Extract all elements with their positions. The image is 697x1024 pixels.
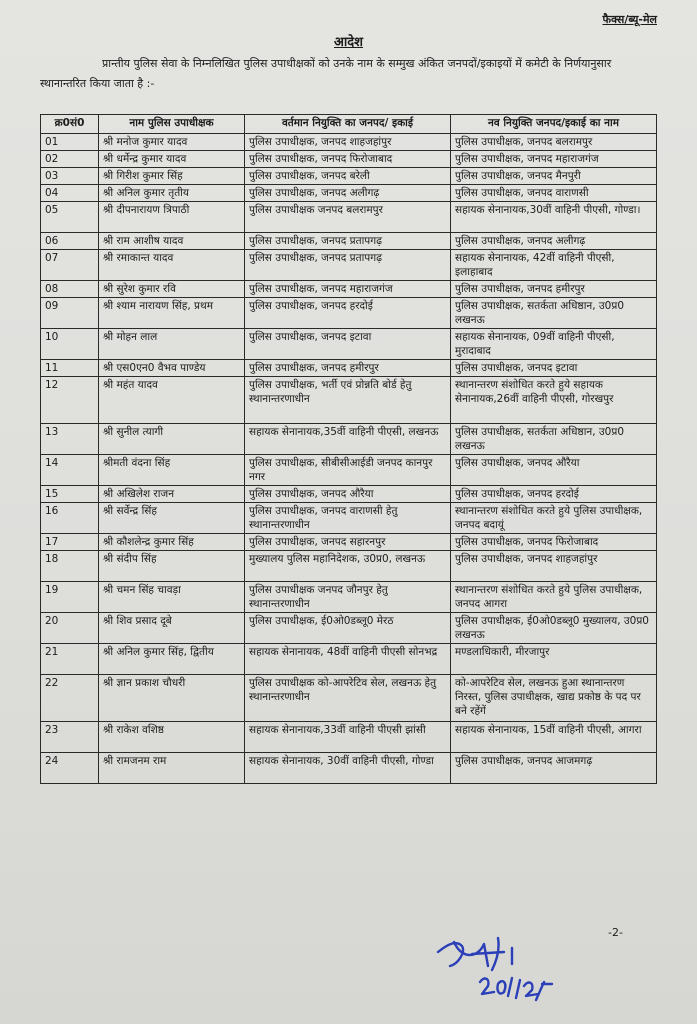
serial-cell: 05	[41, 202, 99, 233]
table-row	[41, 233, 657, 250]
table-row	[41, 250, 657, 281]
current-posting-cell: पुलिस उपाधीक्षक जनपद जौनपुर हेतु स्थानान्तरणाधीन	[245, 582, 451, 613]
officer-name-cell: श्री राम आशीष यादव	[99, 233, 245, 250]
table-row	[41, 613, 657, 644]
current-posting-cell: मुख्यालय पुलिस महानिदेशक, उ0प्र0, लखनऊ	[245, 551, 451, 582]
table-row	[41, 185, 657, 202]
table-row	[41, 151, 657, 168]
table-row	[41, 644, 657, 675]
officer-name-cell: श्री अखिलेश राजन	[99, 486, 245, 503]
serial-cell: 21	[41, 644, 99, 675]
current-posting-cell: पुलिस उपाधीक्षक, जनपद बरेली	[245, 168, 451, 185]
officer-name-cell: श्री सुनील त्यागी	[99, 424, 245, 455]
header-current-posting: वर्तमान नियुक्ति का जनपद/ इकाई	[245, 115, 451, 134]
table-row	[41, 675, 657, 722]
new-posting-cell: पुलिस उपाधीक्षक, जनपद हरदोई	[451, 486, 657, 503]
serial-cell: 13	[41, 424, 99, 455]
serial-cell: 06	[41, 233, 99, 250]
current-posting-cell: सहायक सेनानायक,33वीं वाहिनी पीएसी झांसी	[245, 722, 451, 753]
officer-name-cell: श्री मोहन लाल	[99, 329, 245, 360]
serial-cell: 23	[41, 722, 99, 753]
table-header-row	[41, 115, 657, 134]
new-posting-cell: पुलिस उपाधीक्षक, जनपद वाराणसी	[451, 185, 657, 202]
current-posting-cell: पुलिस उपाधीक्षक, जनपद इटावा	[245, 329, 451, 360]
table-row	[41, 551, 657, 582]
current-posting-cell: पुलिस उपाधीक्षक, ई0ओ0डब्लू0 मेरठ	[245, 613, 451, 644]
serial-cell: 07	[41, 250, 99, 281]
serial-cell: 11	[41, 360, 99, 377]
new-posting-cell: पुलिस उपाधीक्षक, जनपद शाहजहांपुर	[451, 551, 657, 582]
current-posting-cell: पुलिस उपाधीक्षक, जनपद प्रतापगढ़	[245, 233, 451, 250]
serial-cell: 10	[41, 329, 99, 360]
new-posting-cell: पुलिस उपाधीक्षक, सतर्कता अधिष्ठान, उ0प्र0 लखनऊ	[451, 424, 657, 455]
officer-name-cell: श्री राकेश वशिष्ठ	[99, 722, 245, 753]
current-posting-cell: पुलिस उपाधीक्षक, जनपद महाराजगंज	[245, 281, 451, 298]
current-posting-cell: पुलिस उपाधीक्षक, भर्ती एवं प्रोन्नति बोर्ड हेतु स्थानान्तरणाधीन	[245, 377, 451, 424]
transfer-table	[40, 114, 657, 784]
table-row	[41, 168, 657, 185]
serial-cell: 24	[41, 753, 99, 784]
table-row	[41, 753, 657, 784]
signature-image	[428, 930, 568, 1010]
table-row	[41, 534, 657, 551]
officer-name-cell: श्री ज्ञान प्रकाश चौधरी	[99, 675, 245, 722]
intro-paragraph: प्रान्तीय पुलिस सेवा के निम्नलिखित पुलिस उपाधीक्षकों को उनके नाम के सम्मुख अंकित जनपदों/इकाइयों में कमेटी के निर्णयानुसार स्थानान्तरित किया जाता है :-	[40, 57, 612, 90]
officer-name-cell: श्री महंत यादव	[99, 377, 245, 424]
table-row	[41, 202, 657, 233]
table-row	[41, 377, 657, 424]
officer-name-cell: श्री धर्मेन्द्र कुमार यादव	[99, 151, 245, 168]
table-row	[41, 298, 657, 329]
officer-name-cell: श्री दीपनारायण त्रिपाठी	[99, 202, 245, 233]
current-posting-cell: पुलिस उपाधीक्षक, जनपद औरैया	[245, 486, 451, 503]
serial-cell: 18	[41, 551, 99, 582]
officer-name-cell: श्री चमन सिंह चावड़ा	[99, 582, 245, 613]
table-body	[41, 134, 657, 784]
serial-cell: 08	[41, 281, 99, 298]
table-row	[41, 329, 657, 360]
serial-cell: 19	[41, 582, 99, 613]
table-row	[41, 503, 657, 534]
current-posting-cell: सहायक सेनानायक,35वीं वाहिनी पीएसी, लखनऊ	[245, 424, 451, 455]
table-row	[41, 281, 657, 298]
serial-cell: 03	[41, 168, 99, 185]
new-posting-cell: पुलिस उपाधीक्षक, जनपद औरैया	[451, 455, 657, 486]
current-posting-cell: पुलिस उपाधीक्षक जनपद बलरामपुर	[245, 202, 451, 233]
officer-name-cell: श्री अनिल कुमार तृतीय	[99, 185, 245, 202]
officer-name-cell: श्री एस0एन0 वैभव पाण्डेय	[99, 360, 245, 377]
current-posting-cell: पुलिस उपाधीक्षक, जनपद हरदोई	[245, 298, 451, 329]
officer-name-cell: श्री शिव प्रसाद दूबे	[99, 613, 245, 644]
new-posting-cell: सहायक सेनानायक, 15वीं वाहिनी पीएसी, आगरा	[451, 722, 657, 753]
officer-name-cell: श्रीमती वंदना सिंह	[99, 455, 245, 486]
header-officer-name: नाम पुलिस उपाधीक्षक	[99, 115, 245, 134]
table-row	[41, 582, 657, 613]
new-posting-cell: मण्डलाधिकारी, मीरजापुर	[451, 644, 657, 675]
table-row	[41, 455, 657, 486]
current-posting-cell: पुलिस उपाधीक्षक, सीबीसीआईडी जनपद कानपुर नगर	[245, 455, 451, 486]
serial-cell: 17	[41, 534, 99, 551]
officer-name-cell: श्री सर्वेन्द्र सिंह	[99, 503, 245, 534]
officer-name-cell: श्री सुरेश कुमार रवि	[99, 281, 245, 298]
order-title: आदेश	[333, 35, 364, 50]
serial-cell: 02	[41, 151, 99, 168]
new-posting-cell: सहायक सेनानायक, 09वीं वाहिनी पीएसी, मुरादाबाद	[451, 329, 657, 360]
header-serial: क्र0सं0	[41, 115, 99, 134]
header-new-posting: नव नियुक्ति जनपद/इकाई का नाम	[451, 115, 657, 134]
table-row	[41, 134, 657, 151]
new-posting-cell: स्थानान्तरण संशोधित करते हुये पुलिस उपाधीक्षक, जनपद आगरा	[451, 582, 657, 613]
fax-label: फैक्स/ब्यू-मेल	[602, 13, 657, 26]
officer-name-cell: श्री गिरीश कुमार सिंह	[99, 168, 245, 185]
new-posting-cell: पुलिस उपाधीक्षक, जनपद फिरोजाबाद	[451, 534, 657, 551]
new-posting-cell: पुलिस उपाधीक्षक, ई0ओ0डब्लू0 मुख्यालय, उ0प्र0 लखनऊ	[451, 613, 657, 644]
current-posting-cell: पुलिस उपाधीक्षक, जनपद प्रतापगढ़	[245, 250, 451, 281]
new-posting-cell: पुलिस उपाधीक्षक, जनपद इटावा	[451, 360, 657, 377]
serial-cell: 12	[41, 377, 99, 424]
current-posting-cell: पुलिस उपाधीक्षक, जनपद वाराणसी हेतु स्थानान्तरणाधीन	[245, 503, 451, 534]
new-posting-cell: सहायक सेनानायक,30वीं वाहिनी पीएसी, गोण्डा।	[451, 202, 657, 233]
current-posting-cell: पुलिस उपाधीक्षक, जनपद सहारनपुर	[245, 534, 451, 551]
new-posting-cell: पुलिस उपाधीक्षक, जनपद बलरामपुर	[451, 134, 657, 151]
current-posting-cell: पुलिस उपाधीक्षक, जनपद अलीगढ़	[245, 185, 451, 202]
table-row	[41, 424, 657, 455]
serial-cell: 01	[41, 134, 99, 151]
page-number: -2-	[608, 926, 623, 939]
new-posting-cell: पुलिस उपाधीक्षक, जनपद आजमगढ़	[451, 753, 657, 784]
current-posting-cell: पुलिस उपाधीक्षक, जनपद हमीरपुर	[245, 360, 451, 377]
table-row	[41, 722, 657, 753]
new-posting-cell: पुलिस उपाधीक्षक, जनपद महाराजगंज	[451, 151, 657, 168]
serial-cell: 09	[41, 298, 99, 329]
officer-name-cell: श्री श्याम नारायण सिंह, प्रथम	[99, 298, 245, 329]
serial-cell: 04	[41, 185, 99, 202]
new-posting-cell: सहायक सेनानायक, 42वीं वाहिनी पीएसी, इलाहाबाद	[451, 250, 657, 281]
current-posting-cell: सहायक सेनानायक, 30वीं वाहिनी पीएसी, गोण्डा	[245, 753, 451, 784]
new-posting-cell: पुलिस उपाधीक्षक, जनपद हमीरपुर	[451, 281, 657, 298]
officer-name-cell: श्री रामजनम राम	[99, 753, 245, 784]
serial-cell: 14	[41, 455, 99, 486]
serial-cell: 16	[41, 503, 99, 534]
officer-name-cell: श्री संदीप सिंह	[99, 551, 245, 582]
current-posting-cell: पुलिस उपाधीक्षक, जनपद शाहजहांपुर	[245, 134, 451, 151]
current-posting-cell: सहायक सेनानायक, 48वीं वाहिनी पीएसी सोनभद्र	[245, 644, 451, 675]
table-row	[41, 486, 657, 503]
serial-cell: 22	[41, 675, 99, 722]
new-posting-cell: पुलिस उपाधीक्षक, जनपद मैनपुरी	[451, 168, 657, 185]
officer-name-cell: श्री कौशलेन्द्र कुमार सिंह	[99, 534, 245, 551]
officer-name-cell: श्री अनिल कुमार सिंह, द्वितीय	[99, 644, 245, 675]
officer-name-cell: श्री रमाकान्त यादव	[99, 250, 245, 281]
new-posting-cell: पुलिस उपाधीक्षक, जनपद अलीगढ़	[451, 233, 657, 250]
officer-name-cell: श्री मनोज कुमार यादव	[99, 134, 245, 151]
serial-cell: 20	[41, 613, 99, 644]
current-posting-cell: पुलिस उपाधीक्षक को-आपरेटिव सेल, लखनऊ हेतु स्थानान्तरणाधीन	[245, 675, 451, 722]
new-posting-cell: स्थानान्तरण संशोधित करते हुये सहायक सेनानायक,26वीं वाहिनी पीएसी, गोरखपुर	[451, 377, 657, 424]
serial-cell: 15	[41, 486, 99, 503]
new-posting-cell: को-आपरेटिव सेल, लखनऊ हुआ स्थानान्तरण निरस्त, पुलिस उपाधीक्षक, खाद्य प्रकोष्ठ के पद पर बने रहेंगें	[451, 675, 657, 722]
new-posting-cell: पुलिस उपाधीक्षक, सतर्कता अधिष्ठान, उ0प्र0 लखनऊ	[451, 298, 657, 329]
new-posting-cell: स्थानान्तरण संशोधित करते हुये पुलिस उपाधीक्षक, जनपद बदायूं	[451, 503, 657, 534]
table-row	[41, 360, 657, 377]
current-posting-cell: पुलिस उपाधीक्षक, जनपद फिरोजाबाद	[245, 151, 451, 168]
